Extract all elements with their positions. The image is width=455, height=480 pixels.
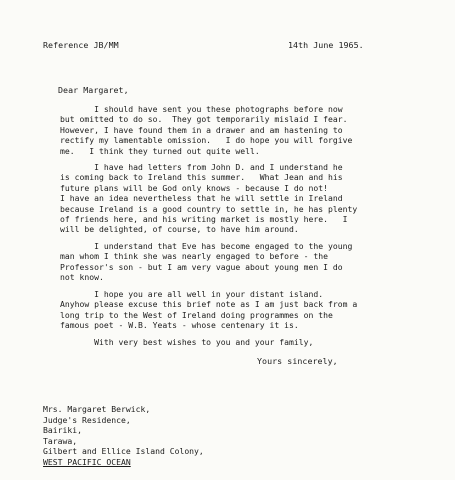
salutation: Dear Margaret, bbox=[58, 85, 129, 95]
address-country: WEST PACIFIC OCEAN bbox=[43, 456, 131, 467]
paragraph-4 bbox=[60, 289, 400, 331]
reference-line: Reference JB/MM bbox=[43, 40, 119, 50]
address-line: Gilbert and Ellice Island Colony, bbox=[43, 446, 204, 457]
paragraph-line: famous poet - W.B. Yeats - whose centenary it is. bbox=[60, 320, 299, 331]
paragraph-line: future plans will be God only knows - because I do not! bbox=[60, 182, 329, 193]
paragraph-line: of friends here, and his writing market is mostly here. I bbox=[60, 214, 348, 225]
paragraph-line: I understand that Eve has become engaged to the young bbox=[60, 241, 353, 251]
paragraph-line: not know. bbox=[60, 272, 104, 283]
letter-date: 14th June 1965. bbox=[288, 40, 364, 50]
paragraph-line: I should have sent you these photographs before now bbox=[60, 104, 343, 114]
paragraph-line: is coming back to Ireland this summer. What Jean and his bbox=[60, 172, 343, 183]
closing: Yours sincerely, bbox=[257, 356, 338, 366]
paragraph-line: Anyhow please excuse this brief note as I am just back from a bbox=[60, 299, 358, 310]
paragraph-line: I hope you are all well in your distant island. bbox=[60, 289, 324, 299]
paragraph-line: I have an idea nevertheless that he will settle in Ireland bbox=[60, 193, 343, 204]
paragraph-line: me. I think they turned out quite well. bbox=[60, 145, 260, 156]
paragraph-line: but omitted to do so. They got temporarily mislaid I fear. bbox=[60, 114, 348, 125]
paragraph-3 bbox=[60, 241, 400, 283]
paragraph-1 bbox=[60, 104, 400, 156]
paragraph-5 bbox=[60, 337, 400, 347]
paragraph-2 bbox=[60, 162, 400, 235]
paragraph-line: will be delighted, of course, to have him around. bbox=[60, 224, 299, 235]
paragraph-line: With very best wishes to you and your family, bbox=[60, 337, 314, 347]
paragraph-line: I have had letters from John D. and I understand he bbox=[60, 162, 343, 172]
address-line: Mrs. Margaret Berwick, bbox=[43, 404, 151, 414]
address-line: Judge's Residence, bbox=[43, 414, 131, 425]
paragraph-line: However, I have found them in a drawer and am hastening to bbox=[60, 124, 343, 135]
recipient-address bbox=[43, 404, 383, 468]
paragraph-line: Professor's son - but I am very vague about young men I do bbox=[60, 261, 343, 272]
paragraph-line: because Ireland is a good country to settle in, he has plenty bbox=[60, 203, 358, 214]
address-line: Tarawa, bbox=[43, 435, 78, 446]
address-line: Bairiki, bbox=[43, 425, 82, 436]
paragraph-line: rectify my lamentable omission. I do hope you will forgive bbox=[60, 135, 353, 146]
paragraph-line: man whom I think she was nearly engaged to before - the bbox=[60, 251, 329, 262]
paragraph-line: long trip to the West of Ireland doing programmes on the bbox=[60, 309, 333, 320]
